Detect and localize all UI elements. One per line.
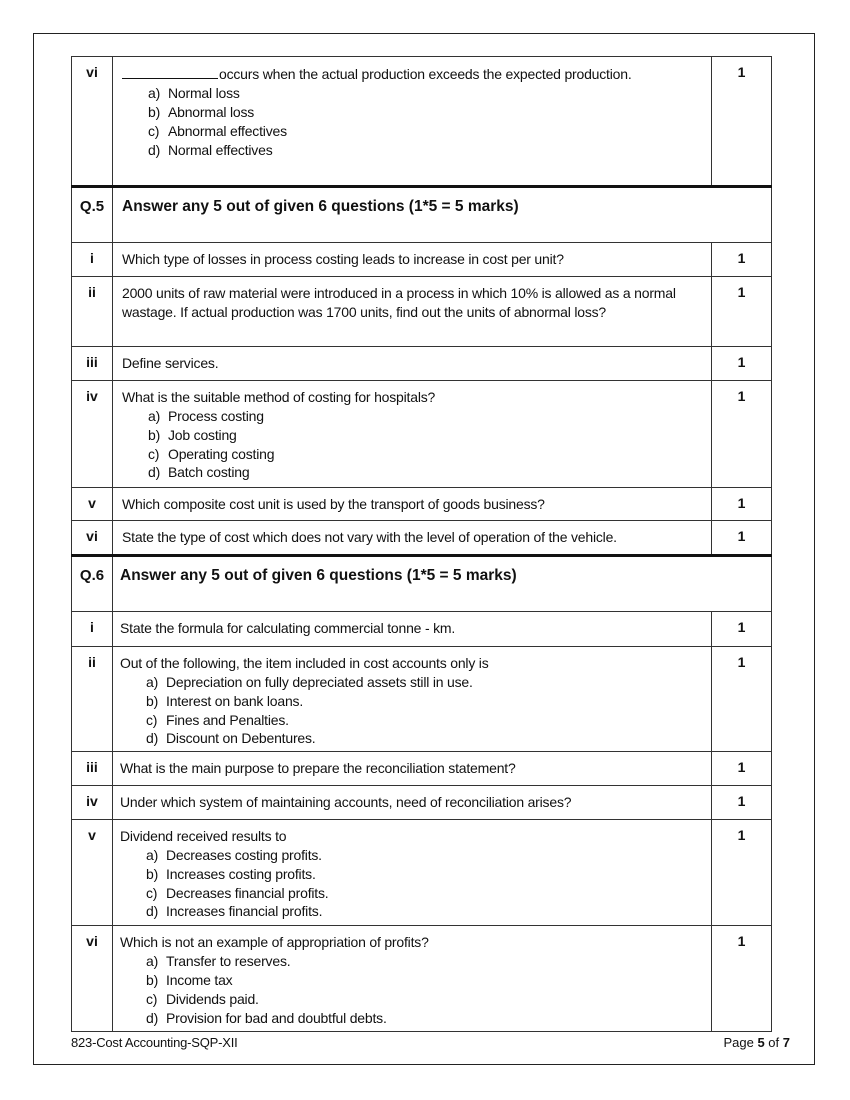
question-row <box>72 488 772 521</box>
options-list <box>122 84 703 160</box>
question-row <box>72 647 772 752</box>
marks: 1 <box>712 820 772 926</box>
option: c) Decreases financial profits. <box>146 885 329 901</box>
option: d) Batch costing <box>148 464 250 480</box>
option: a) Depreciation on fully depreciated assets still in use. <box>146 674 473 690</box>
question-body <box>113 381 712 488</box>
option: a) Process costing <box>148 408 264 424</box>
question-number: v <box>72 488 113 521</box>
question-row <box>72 57 772 187</box>
question-number: i <box>72 612 113 647</box>
marks: 1 <box>712 381 772 488</box>
question-text: Define services. <box>113 347 712 381</box>
question-number: vi <box>72 926 113 1032</box>
marks: 1 <box>712 277 772 347</box>
question-number: iii <box>72 752 113 786</box>
question-row <box>72 381 772 488</box>
question-text: Out of the following, the item included in cost accounts only is <box>120 655 489 671</box>
question-table <box>71 56 772 1032</box>
question-row <box>72 277 772 347</box>
question-number: iv <box>72 786 113 820</box>
options-list <box>120 846 703 919</box>
question-text: What is the main purpose to prepare the reconciliation statement? <box>113 752 712 786</box>
question-number: i <box>72 243 113 277</box>
question-row <box>72 786 772 820</box>
question-number: iv <box>72 381 113 488</box>
question-row <box>72 752 772 786</box>
option: c) Fines and Penalties. <box>146 712 289 728</box>
section-header-q6 <box>72 556 772 612</box>
question-number: ii <box>72 647 113 752</box>
option: c) Operating costing <box>148 446 275 462</box>
question-text: Which type of losses in process costing leads to increase in cost per unit? <box>113 243 712 277</box>
question-number: vi <box>72 57 113 187</box>
option: b) Interest on bank loans. <box>146 693 304 709</box>
question-text: Dividend received results to <box>120 828 287 844</box>
question-body <box>113 647 712 752</box>
option: b) Income tax <box>146 972 233 988</box>
question-number: vi <box>72 521 113 556</box>
marks: 1 <box>712 57 772 187</box>
question-text: Which composite cost unit is used by the transport of goods business? <box>113 488 712 521</box>
option: c) Dividends paid. <box>146 991 259 1007</box>
fill-blank <box>122 66 218 79</box>
question-text: 2000 units of raw material were introduced in a process in which 10% is allowed as a normal wastage. If actual production was 1700 units, find out the units of abnormal loss? <box>113 277 712 347</box>
options-list <box>120 673 703 746</box>
option: d) Provision for bad and doubtful debts. <box>146 1010 387 1026</box>
question-row <box>72 926 772 1032</box>
option: d) Discount on Debentures. <box>146 730 316 746</box>
marks: 1 <box>712 612 772 647</box>
options-list <box>122 407 703 480</box>
footer-page-number: Page 5 of 7 <box>723 1035 790 1050</box>
marks: 1 <box>712 347 772 381</box>
section-header-q5 <box>72 187 772 243</box>
question-row <box>72 612 772 647</box>
option: b) Increases costing profits. <box>146 866 316 882</box>
question-number: ii <box>72 277 113 347</box>
question-body <box>113 926 712 1032</box>
option: d) Normal effectives <box>148 142 273 158</box>
marks: 1 <box>712 488 772 521</box>
question-row <box>72 521 772 556</box>
question-text: State the type of cost which does not vary with the level of operation of the vehicle. <box>113 521 712 556</box>
section-title: Answer any 5 out of given 6 questions (1*5 = 5 marks) <box>113 556 772 612</box>
question-row <box>72 243 772 277</box>
marks: 1 <box>712 752 772 786</box>
question-row <box>72 820 772 926</box>
option: c) Abnormal effectives <box>148 123 287 139</box>
question-number: iii <box>72 347 113 381</box>
section-number: Q.5 <box>72 187 113 243</box>
marks: 1 <box>712 647 772 752</box>
marks: 1 <box>712 243 772 277</box>
marks: 1 <box>712 521 772 556</box>
marks: 1 <box>712 926 772 1032</box>
question-body <box>113 57 712 187</box>
question-body <box>113 820 712 926</box>
section-number: Q.6 <box>72 556 113 612</box>
question-row <box>72 347 772 381</box>
footer-document-code: 823-Cost Accounting-SQP-XII <box>71 1035 238 1050</box>
marks: 1 <box>712 786 772 820</box>
question-number: v <box>72 820 113 926</box>
question-text: State the formula for calculating commercial tonne - km. <box>113 612 712 647</box>
question-text: Under which system of maintaining accounts, need of reconciliation arises? <box>113 786 712 820</box>
option: d) Increases financial profits. <box>146 903 323 919</box>
option: a) Transfer to reserves. <box>146 953 291 969</box>
option: a) Decreases costing profits. <box>146 847 322 863</box>
question-text: occurs when the actual production exceeds the expected production. <box>219 66 632 82</box>
options-list <box>120 952 703 1028</box>
section-title: Answer any 5 out of given 6 questions (1*5 = 5 marks) <box>113 187 772 243</box>
option: b) Job costing <box>148 427 237 443</box>
question-text: What is the suitable method of costing for hospitals? <box>122 389 436 405</box>
question-text: Which is not an example of appropriation of profits? <box>120 934 429 950</box>
option: b) Abnormal loss <box>148 104 255 120</box>
option: a) Normal loss <box>148 85 240 101</box>
